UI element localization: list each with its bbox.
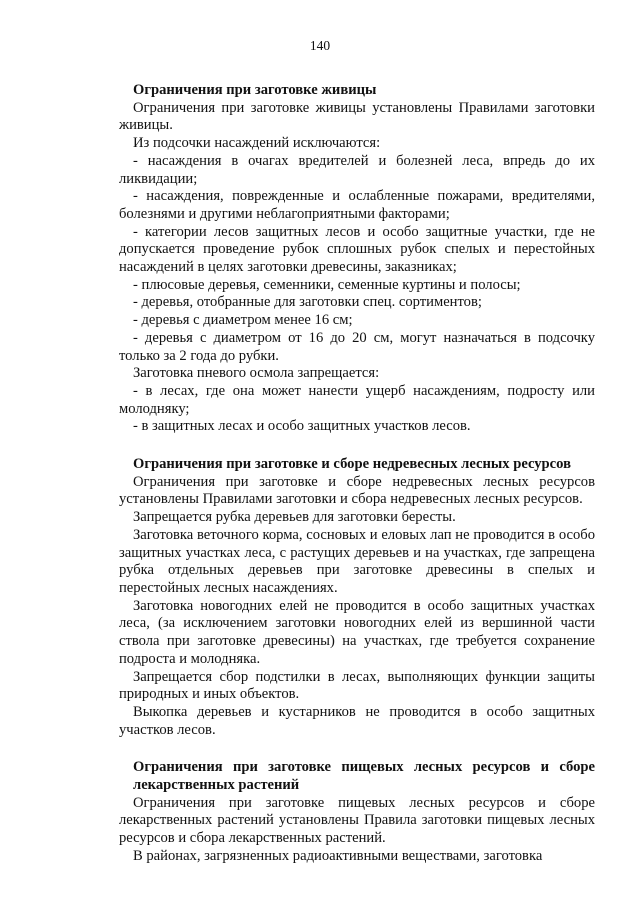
list-item: - в лесах, где она может нанести ущерб насаждениям, подросту или молодняку; (119, 382, 595, 417)
list-item: - деревья, отобранные для заготовки спец. сортиментов; (133, 294, 482, 311)
list-item: - насаждения, поврежденные и ослабленные пожарами, вредителями, болезнями и другими неблагоприятными факторами; (119, 188, 595, 222)
paragraph: Выкопка деревьев и кустарников не проводится в особо защитных участков лесов. (119, 703, 595, 738)
paragraph: Запрещается рубка деревьев для заготовки бересты. (133, 509, 456, 526)
paragraph: Ограничения при заготовке пищевых лесных ресурсов и сборе лекарственных растений установлены Правила заготовки пищевых лесных ресурсов и сбора лекарственных растений. (119, 794, 595, 847)
paragraph: Запрещается сбор подстилки в лесах, выполняющих функции защиты природных и иных объектов. (119, 668, 595, 703)
page-content (119, 82, 595, 866)
list-item: - категории лесов защитных лесов и особо защитные участки, где не допускается проведение рубок сплошных рубок спелых и перестойных насаждений в целях заготовки древесины, заказниках; (119, 223, 595, 276)
list-item: - в защитных лесах и особо защитных участков лесов. (133, 418, 471, 435)
section-spacer (119, 436, 595, 456)
list-item: - деревья с диаметром менее 16 см; (133, 312, 353, 329)
paragraph: Ограничения при заготовке и сборе недревесных лесных ресурсов установлены Правилами заготовки и сбора недревесных лесных ресурсов. (119, 473, 595, 508)
section-heading: Ограничения при заготовке пищевых лесных ресурсов и сборе лекарственных растений (133, 759, 595, 794)
list-item: - плюсовые деревья, семенники, семенные куртины и полосы; (133, 276, 521, 293)
paragraph: Из подсочки насаждений исключаются: (133, 135, 381, 152)
paragraph: Заготовка пневого осмола запрещается: (133, 365, 380, 382)
paragraph: В районах, загрязненных радиоактивными веществами, заготовка (133, 847, 543, 864)
section-heading: Ограничения при заготовке и сборе недревесных лесных ресурсов (133, 456, 571, 473)
section-spacer (119, 739, 595, 759)
list-item: - деревья с диаметром от 16 до 20 см, могут назначаться в подсочку только за 2 года до рубки. (119, 329, 595, 364)
paragraph: Заготовка веточного корма, сосновых и еловых лап не проводится в особо защитных участках леса, с растущих деревьев и на участках, где запрещена рубка отдельных деревьев при заготовке древесины в спелых и перестойных лесных насаждениях. (119, 526, 595, 596)
section-heading: Ограничения при заготовке живицы (133, 82, 377, 98)
paragraph: Ограничения при заготовке живицы установлены Правилами заготовки живицы. (119, 99, 595, 134)
paragraph: Заготовка новогодних елей не проводится в особо защитных участках леса, (за исключением заготовки новогодних елей из вершинной части ствола при заготовке древесины) на участках, где требуется сохранение подроста и молодняка. (119, 597, 595, 667)
list-item: - насаждения в очагах вредителей и болезней леса, впредь до их ликвидации; (119, 152, 595, 187)
page-number: 140 (309, 38, 331, 53)
